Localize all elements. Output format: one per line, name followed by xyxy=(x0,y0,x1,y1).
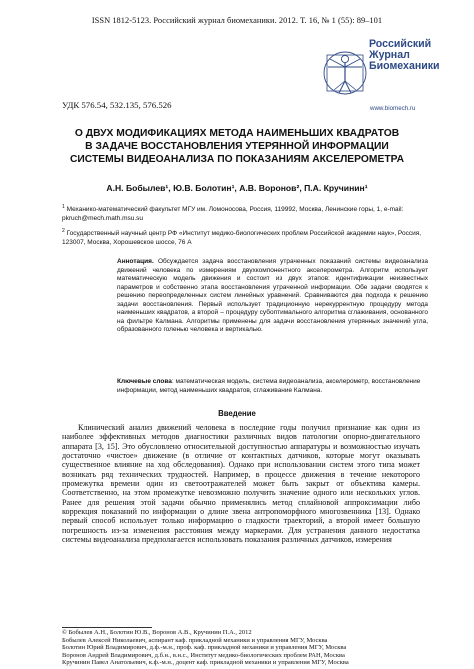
keywords xyxy=(117,378,428,395)
author-info-line: Бобылев Алексей Николаевич, аспирант каф. прикладной механики и управления МГУ, Москва xyxy=(62,636,328,644)
logo-line-1: Российский xyxy=(369,38,432,50)
abstract-text: Обсуждается задача восстановления утраченных показаний системы видеоанализа движений человека по измерениям двухкомпонентного акселерометра. Алгоритм использует математическую модель движения и состоит из двух этапов: идентификации неизвестных параметров и собственно этапа восстановления утраченной информации. Обе задачи сводятся к решению переопределенных систем линейных уравнений. Сравниваются два подхода к решению задачи восстановления. Первый использует традиционную нерекуррентную процедуру метода наименьших квадратов, а второй – процедуру субоптимального алгоритма сглаживания, основанного на фильтре Калмана. Алгоритмы применены для задачи восстановления утерянных значений угла, образованного голенью человека и вертикалью. xyxy=(117,258,428,334)
body-text xyxy=(62,423,420,544)
affiliation-mark: 1 xyxy=(62,204,65,210)
author-info-line: Кручинин Павел Анатольевич, к.ф.-м.н., доцент каф. прикладной механики и управления МГУ, Москва xyxy=(62,659,349,667)
affiliation-mark: 2 xyxy=(62,228,65,234)
udc-code: УДК 576.54, 532.135, 576.526 xyxy=(62,100,172,110)
journal-logo[interactable] xyxy=(322,33,452,123)
logo-line-3: Биомеханики xyxy=(369,60,440,73)
abstract xyxy=(117,258,428,335)
footnotes xyxy=(62,629,432,667)
title-line-1: О ДВУХ МОДИФИКАЦИЯХ МЕТОДА НАИМЕНЬШИХ КВАДРАТОВ xyxy=(74,128,400,139)
title-line-2: В ЗАДАЧЕ ВОССТАНОВЛЕНИЯ УТЕРЯННОЙ ИНФОРМАЦИИ xyxy=(85,141,389,153)
vitruvian-man-logo-icon xyxy=(322,33,368,113)
keywords-text: : математическая модель, система видеоанализа, акселерометр, восстановление информации, метод наименьших квадратов, сглаживание Калмана. xyxy=(117,378,421,394)
journal-header: ISSN 1812-5123. Российский журнал биомеханики. 2012. Т. 16, № 1 (55): 89–101 xyxy=(91,16,383,25)
affiliation-text: Государственный научный центр РФ «Институт медико-биологических проблем Российской академии наук», Россия, 123007, Москва, Хорошевское шоссе, 76 А xyxy=(62,230,422,246)
affiliation-text: Механико-математический факультет МГУ им. Ломоносова, Россия, 119992, Москва, Ленинские горы, 1, e-mail: pkruch@mech.math.msu.su xyxy=(62,206,404,222)
copyright-line: © Бобылев А.Н., Болотин Ю.В., Воронов А.В., Кручинин П.А., 2012 xyxy=(62,629,252,636)
logo-wordmark xyxy=(369,39,453,73)
body-paragraph: Клинический анализ движений человека в последние годы получил признание как один из наиболее эффективных методов диагностики различных видов патологии опорно-двигательного аппарата [3, 15]. Это обусловлено относительной доступностью аппаратуры и возможностью изучать достаточно «чистое» движение (в отличие от контактных датчиков, которые могут оказывать существенное влияние на ход обследования). Однако при использовании систем этого типа может возникать ряд технических трудностей. Например, в процессе движения в течение некоторого промежутка времени один из светоотражателей может быть закрыт от объектива камеры. Соответственно, на этом промежутке невозможно получить значение одного или нескольких углов. Ранее для решения этой задачи обычно применялись метод сплайновой аппроксимации либо коррекция показаний по информации о длине звена антропоморфного многозвенника [13]. Однако первый способ использует только информацию о гладкости траекторий, а второй имеет большую погрешность из-за изменения расстояния между маркерами. Для устранения данного недостатка системы видеоанализа предполагается использовать показания различных датчиков, измерения xyxy=(62,423,420,545)
article-title xyxy=(30,127,444,167)
affiliation-2 xyxy=(62,227,424,247)
footnote-divider xyxy=(62,627,152,628)
section-heading-introduction: Введение xyxy=(218,409,256,418)
keywords-label: Ключевые слова xyxy=(117,378,172,385)
affiliation-1 xyxy=(62,203,424,223)
author-info-line: Болотин Юрий Владимирович, д.ф.-м.н., проф. каф. прикладной механики и управления МГУ, Москва xyxy=(62,644,347,652)
abstract-label: Аннотация. xyxy=(117,258,154,265)
author-info-line: Воронов Андрей Владимирович, д.б.н., в.н.с., Институт медико-биологических проблем РАН, Москва xyxy=(62,651,345,659)
logo-url: www.biomech.ru xyxy=(370,105,416,112)
author-list: А.Н. Бобылев¹, Ю.В. Болотин¹, А.В. Воронов², П.А. Кручинин¹ xyxy=(106,183,368,193)
logo-line-2: Журнал xyxy=(369,49,410,62)
title-line-3: СИСТЕМЫ ВИДЕОАНАЛИЗА ПО ПОКАЗАНИЯМ АКСЕЛЕРОМЕТРА xyxy=(69,154,405,166)
